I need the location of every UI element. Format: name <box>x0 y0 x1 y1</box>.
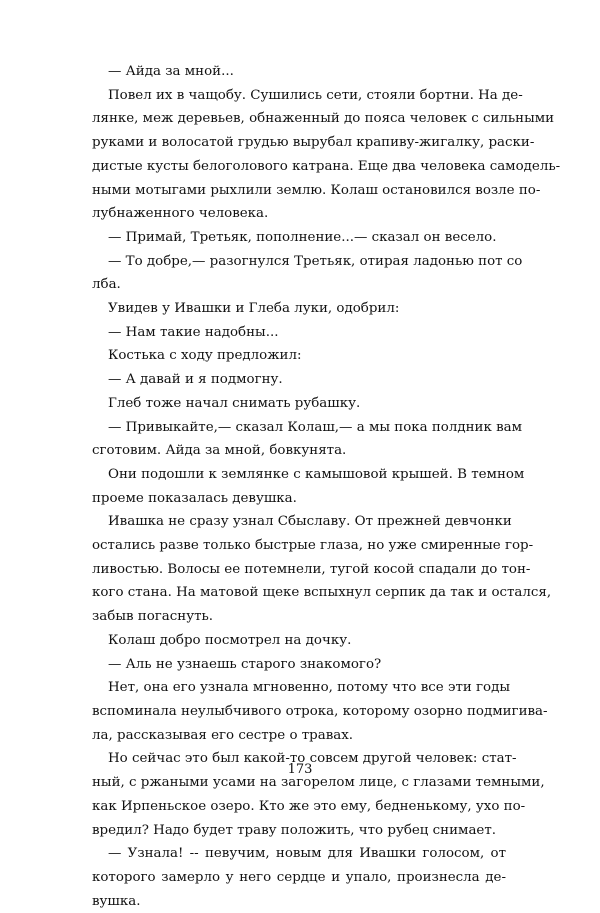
paragraph <box>92 510 552 629</box>
text-line: — Узнала! -- певучим, новым для Ивашки голосом, от <box>108 846 506 862</box>
paragraph <box>92 463 525 510</box>
text-line: лянке, меж деревьев, обнаженный до пояса человек с сильными <box>92 111 555 127</box>
text-line: вспоминала неулыбчивого отрока, которому озорно подмигива- <box>92 703 548 719</box>
text-line: проеме показалась девушка. <box>92 490 297 506</box>
text-line: кого стана. На матовой щеке вспыхнул серпик да так и остался, <box>92 585 552 601</box>
text-line: сготовим. Айда за мной, бовкунята. <box>92 443 347 459</box>
text-line: руками и волосатой грудью вырубал крапиву-жигалку, раски- <box>92 135 535 151</box>
text-line: Повел их в чащобу. Сушились сети, стояли бортни. На де- <box>108 87 523 103</box>
paragraph <box>92 84 561 226</box>
text-line: — Айда за мной... <box>108 64 234 79</box>
text-line: остались разве только быстрые глаза, но уже смиренные гор- <box>92 538 534 554</box>
paragraph <box>92 629 506 653</box>
paragraph <box>92 321 506 345</box>
text-line: лба. <box>92 277 121 293</box>
paragraph <box>92 653 506 677</box>
text-line: — То добре,— разогнулся Третьяк, отирая ладонью пот со <box>108 253 523 269</box>
paragraph <box>92 842 506 913</box>
page-number: 173 <box>287 762 313 777</box>
text-line: Ивашка не сразу узнал Сбыславу. От прежней девчонки <box>108 514 512 530</box>
paragraph <box>92 250 523 297</box>
text-line: вредил? Надо будет траву положить, что рубец снимает. <box>92 822 497 838</box>
text-line: Нет, она его узнала мгновенно, потому что все эти годы <box>108 680 511 696</box>
paragraph <box>92 676 548 747</box>
text-line: — А давай и я подмогну. <box>108 372 283 388</box>
paragraph <box>92 368 506 392</box>
text-line: забыв погаснуть. <box>92 609 214 625</box>
text-line: ла, рассказывая его сестре о травах. <box>92 727 354 743</box>
text-line: вушка. <box>92 893 141 909</box>
text-line: — Примай, Третьяк, пополнение...— сказал он весело. <box>108 229 497 245</box>
text-line: Глеб тоже начал снимать рубашку. <box>108 395 361 411</box>
text-line: Они подошли к землянке с камышовой крышей. В темном <box>108 466 525 482</box>
page-text <box>92 60 561 913</box>
text-line: ными мотыгами рыхлили землю. Колаш остановился возле по- <box>92 182 541 198</box>
text-line: — Нам такие надобны... <box>108 324 279 340</box>
paragraph <box>92 344 506 368</box>
text-line: Но сейчас это был какой-то совсем другой человек: стат- <box>108 751 517 767</box>
text-line: лубнаженного человека. <box>92 206 269 222</box>
paragraph <box>92 416 523 463</box>
text-line: — Аль не узнаешь старого знакомого? <box>108 656 382 672</box>
paragraph <box>92 226 506 250</box>
paragraph <box>92 297 506 321</box>
text-line: Костька с ходу предложил: <box>108 348 302 364</box>
text-line: — Привыкайте,— сказал Колаш,— а мы пока полдник вам <box>108 419 523 435</box>
text-line: дистые кусты белоголового катрана. Еще два человека самодель- <box>92 158 561 174</box>
text-line: как Ирпеньское озеро. Кто же это ему, бедненькому, ухо по- <box>92 798 526 814</box>
text-line: ный, с ржаными усами на загорелом лице, с глазами темными, <box>92 775 545 791</box>
paragraph <box>92 392 506 416</box>
paragraph <box>92 60 506 84</box>
text-line: Увидев у Ивашки и Глеба луки, одобрил: <box>108 301 400 317</box>
text-line: ливостью. Волосы ее потемнели, тугой косой спадали до тон- <box>92 561 531 577</box>
text-line: которого замерло у него сердце и упало, произнесла де- <box>92 869 506 885</box>
text-line: Колаш добро посмотрел на дочку. <box>108 632 352 648</box>
